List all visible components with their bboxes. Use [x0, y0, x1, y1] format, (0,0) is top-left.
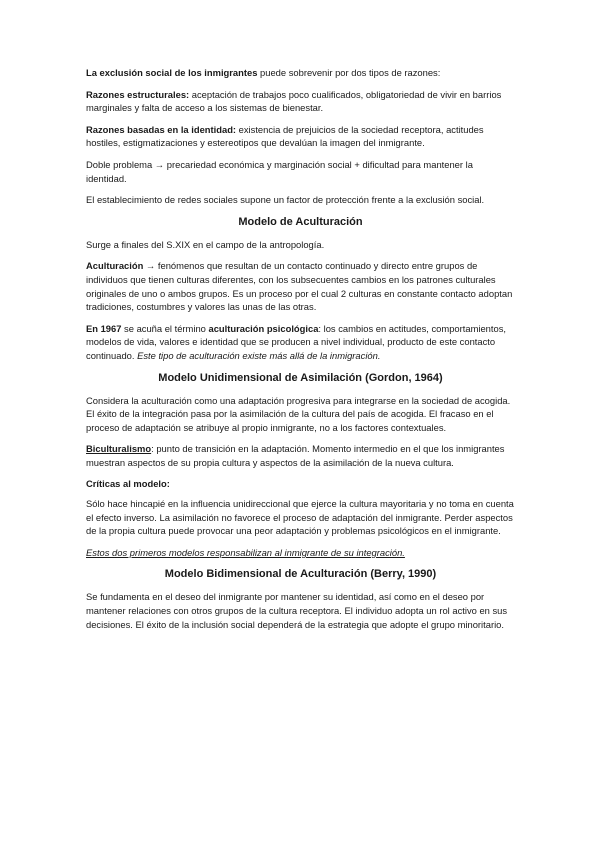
paragraph-exclusion-intro: La exclusión social de los inmigrantes puede sobrevenir por dos tipos de razones: [86, 67, 441, 78]
paragraph-unidimensional-description: Considera la aculturación como una adaptación progresiva para integrarse en la sociedad de acogida. El éxito de la integración pasa por la asimilación de la cultura del país de acogida. El fracaso en el proceso de adaptación se atribuye al propio inmigrante, no a los factores contextuales. [86, 394, 511, 433]
heading-unidimensional-model: Modelo Unidimensional de Asimilación (Gordon, 1964) [158, 371, 443, 384]
paragraph-social-networks: El establecimiento de redes sociales supone un factor de protección frente a la exclusión social. [86, 194, 485, 206]
paragraph-criticism-body: Sólo hace hincapié en la influencia unidireccional que ejerce la cultura mayoritaria y no toma en cuenta el efecto inverso. La asimilación no favorece el proceso de adaptación del inmigrante. Perder aspectos de la propia cultura puede provocar una peor adaptación y problemas psicológicos en el inmigrante. [86, 498, 514, 537]
paragraph-origin: Surge a finales del S.XIX en el campo de la antropología. [86, 238, 325, 250]
paragraph-responsibility-note: Estos dos primeros modelos responsabilizan al inmigrante de su integración. [86, 546, 405, 558]
paragraph-double-problem: Doble problema → precariedad económica y marginación social + dificultad para mantener la identidad. [86, 158, 473, 184]
paragraph-biculturalism: Biculturalismo: punto de transición en la adaptación. Momento intermedio en el que los inmigrantes muestran aspectos de su propia cultura y aspectos de la asimilación de la nueva cultura. [86, 443, 505, 468]
paragraph-psychological-acculturation: En 1967 se acuña el término aculturación psicológica: los cambios en actitudes, comportamientos, modelos de vida, valores e identidad que se producen a nivel individual, producto de este contacto continuado. Este tipo de aculturación existe más allá de la inmigración. [86, 322, 507, 361]
paragraph-criticism-title: Críticas al modelo: [86, 478, 170, 490]
heading-bidimensional-model: Modelo Bidimensional de Aculturación (Berry, 1990) [164, 568, 437, 581]
paragraph-structural-reasons: Razones estructurales: aceptación de trabajos poco cualificados, obligatoriedad de vivir en barrios marginales y falta de acceso a los sistemas de bienestar. [86, 88, 502, 114]
paragraph-identity-reasons: Razones basadas en la identidad: existencia de prejuicios de la sociedad receptora, actitudes hostiles, estigmatizaciones y estereotipos que devalúan la imagen del inmigrante. [86, 123, 484, 149]
heading-acculturation-model: Modelo de Aculturación [238, 215, 363, 228]
paragraph-bidimensional-description: Se fundamenta en el deseo del inmigrante por mantener su identidad, así como en el deseo por mantener relaciones con otros grupos de la cultura receptora. El individuo adopta un rol activo en sus decisiones. El éxito de la inclusión social dependerá de la estrategia que adopte el grupo minoritario. [86, 591, 508, 630]
paragraph-acculturation-definition: Aculturación → fenómenos que resultan de un contacto continuado y directo entre grupos de individuos que tienen culturas diferentes, con los subsecuentes cambios en los patrones culturales originales de uno o ambos grupos. Es un proceso por el cual 2 culturas en constante contacto adoptan tradiciones, costumbres y valores las unas de las otras. [86, 260, 513, 313]
